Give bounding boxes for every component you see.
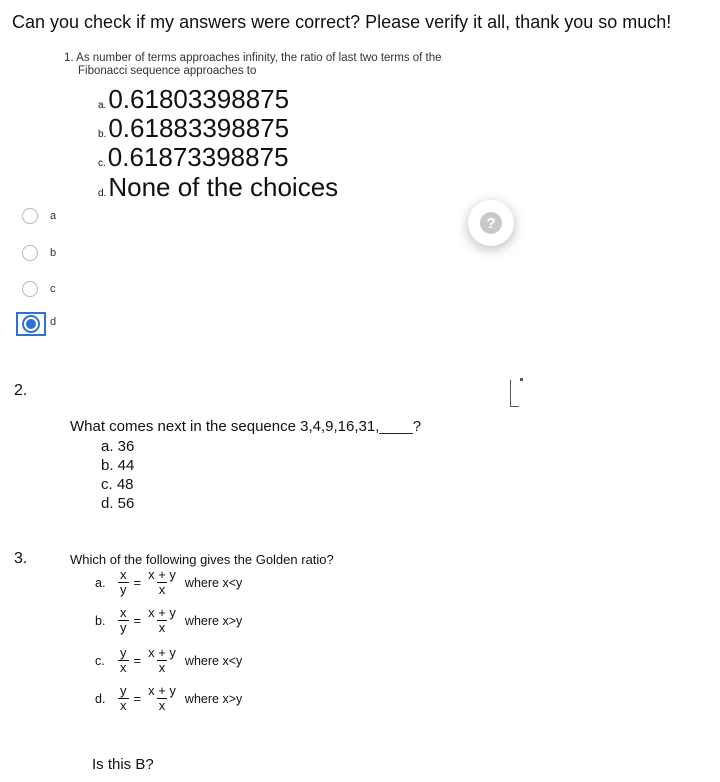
bracket-dot: [520, 378, 523, 381]
q2-option-c: c. 48: [101, 476, 134, 493]
fraction: $\frac{x + y}{x}$: [148, 567, 176, 597]
q2-question: What comes next in the sequence 3,4,9,16,31,____?: [70, 418, 422, 435]
fraction: $\frac{x + y}{x}$: [148, 683, 176, 713]
q3-option-c: c. $\frac{y}{x}$ = $\frac{x + y}{x}$ where x<y: [95, 645, 243, 675]
question-mark-icon: ?: [480, 212, 502, 234]
q3-question: Which of the following gives the Golden ratio?: [70, 552, 334, 567]
radio-label: b: [50, 247, 57, 259]
q1-question-line1: 1. As number of terms approaches infinity, the ratio of last two terms of the: [64, 52, 442, 64]
radio-option-a[interactable]: [22, 208, 56, 224]
radio-circle[interactable]: [22, 281, 38, 297]
q3-number: 3.: [14, 550, 28, 567]
q3-option-b: b. $\frac{x}{y}$ = $\frac{x + y}{x}$ where x>y: [95, 605, 243, 635]
q1-choice-d: d. None of the choices: [98, 172, 339, 202]
q2-option-d: d. 56: [101, 495, 135, 512]
q1-choice-c: c. 0.61873398875: [98, 142, 289, 172]
radio-label: c: [50, 283, 56, 295]
fraction: $\frac{x + y}{x}$: [148, 645, 176, 675]
follow-up-question: Is this B?: [92, 756, 154, 773]
radio-label: a: [50, 210, 57, 222]
help-button[interactable]: [468, 200, 514, 246]
q3-option-d: d. $\frac{y}{x}$ = $\frac{x + y}{x}$ where x>y: [95, 683, 243, 713]
q2-number: 2.: [14, 382, 28, 399]
radio-option-b[interactable]: [22, 245, 56, 261]
intro-text: Can you check if my answers were correct? Please verify it all, thank you so much!: [12, 12, 672, 32]
fraction: $\frac{x + y}{x}$: [148, 605, 176, 635]
q1-question-line2: Fibonacci sequence approaches to: [78, 65, 257, 77]
fraction: $\frac{x}{y}$: [120, 567, 127, 597]
q3-option-a: a. $\frac{x}{y}$ = $\frac{x + y}{x}$ where x<y: [95, 567, 243, 597]
fraction: $\frac{y}{x}$: [120, 645, 127, 675]
radio-option-c[interactable]: [22, 281, 56, 297]
fraction: $\frac{x}{y}$: [120, 605, 127, 635]
fraction: $\frac{y}{x}$: [120, 683, 127, 713]
q1-choice-b: b. 0.61883398875: [98, 113, 290, 143]
radio-option-d-selected[interactable]: [16, 312, 46, 336]
q1-question: [64, 52, 524, 78]
radio-label-d: d: [50, 316, 57, 328]
q1-choice-a: a. 0.61803398875: [98, 84, 290, 114]
radio-dot: [26, 319, 36, 329]
q2-option-b: b. 44: [101, 457, 135, 474]
radio-circle[interactable]: [22, 208, 38, 224]
radio-circle[interactable]: [22, 245, 38, 261]
radio-circle-selected[interactable]: [22, 315, 40, 333]
bracket-mark: [510, 380, 519, 407]
q2-option-a: a. 36: [101, 438, 135, 455]
